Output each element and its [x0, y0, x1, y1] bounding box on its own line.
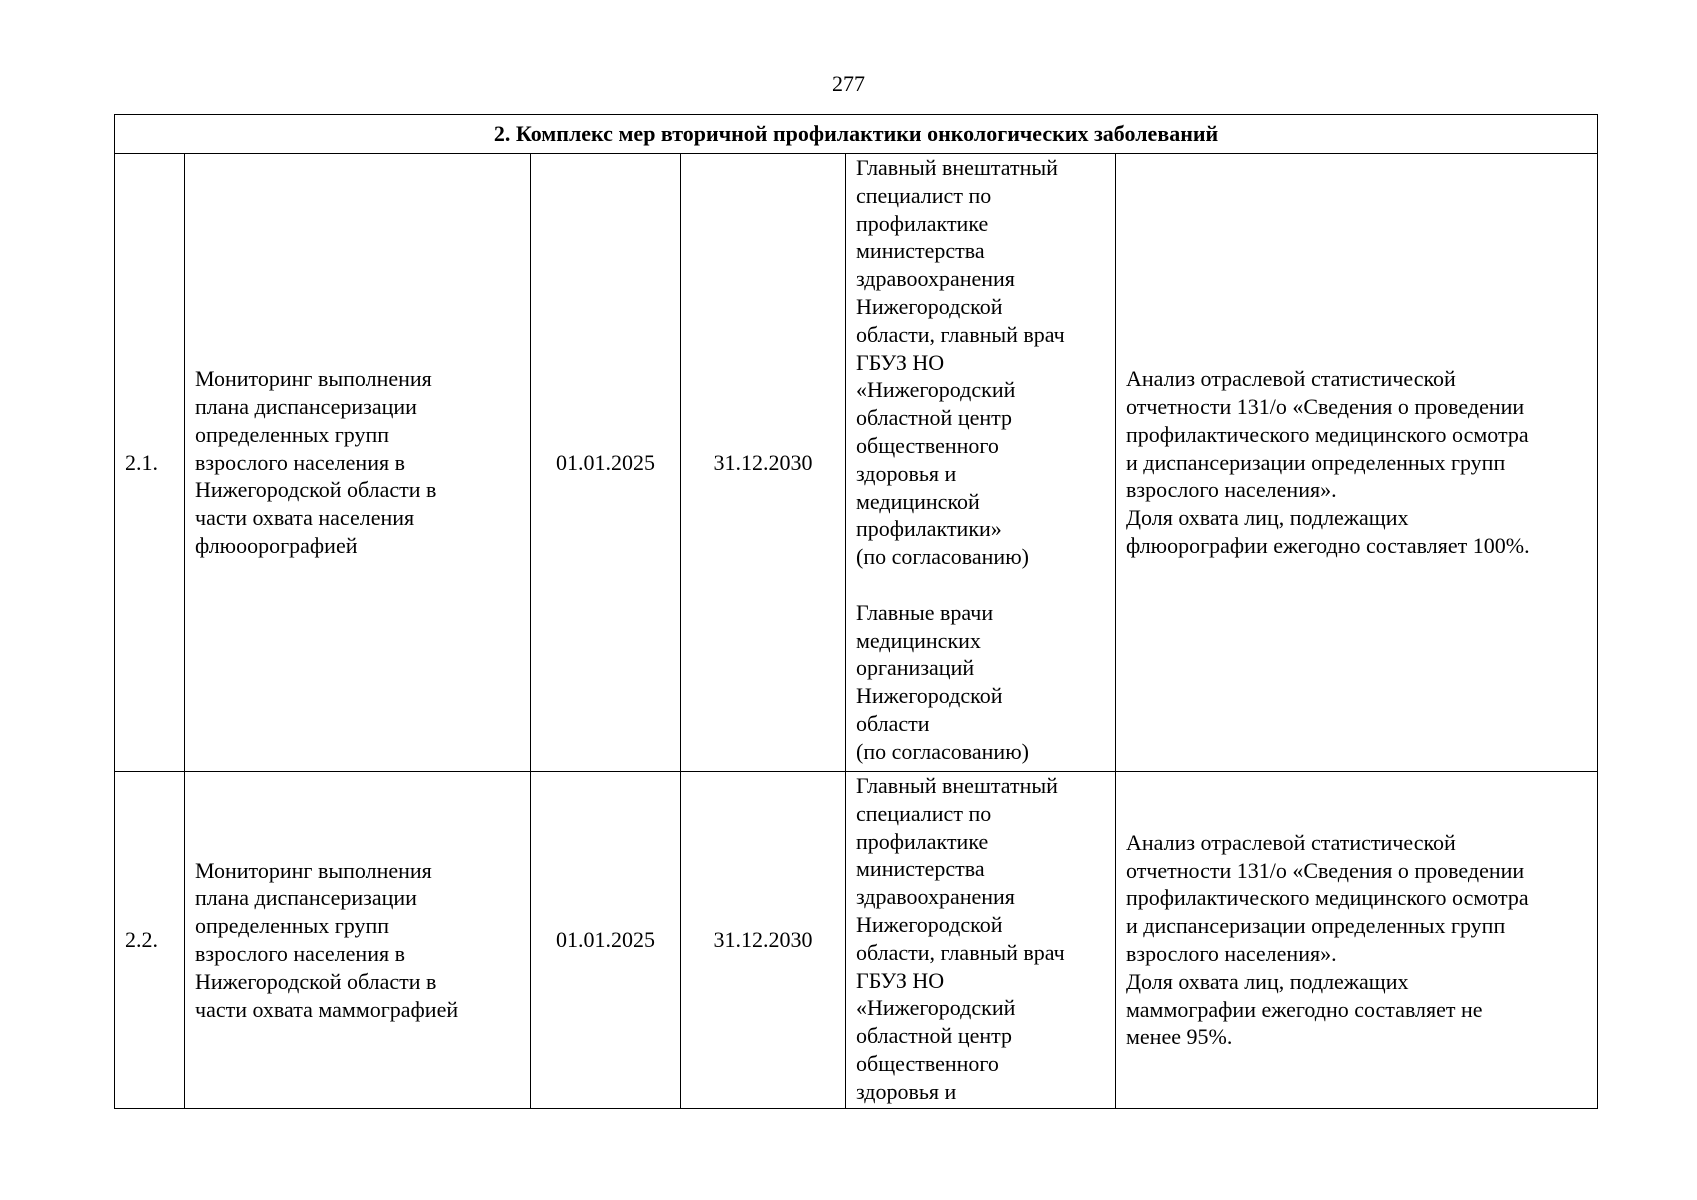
responsible-line: медицинских [856, 627, 981, 653]
result-line: профилактического медицинского осмотра [1126, 421, 1529, 447]
responsible-line: Главный внештатный [856, 155, 1058, 180]
responsible-line: (по согласованию) [856, 738, 1029, 764]
result-line: и диспансеризации определенных групп [1126, 913, 1506, 939]
measure-line: Нижегородской области в [195, 968, 437, 994]
row-number: 2.2. [115, 772, 185, 1109]
responsible-line: министерства [856, 238, 985, 264]
start-date: 01.01.2025 [531, 772, 681, 1109]
responsible-line: областной центр [856, 405, 1013, 431]
responsible-line: Главные врачи [856, 599, 994, 625]
result-line: Доля охвата лиц, подлежащих [1126, 968, 1409, 994]
end-date: 31.12.2030 [681, 772, 846, 1109]
responsible-line: «Нижегородский [856, 377, 1016, 403]
responsible-line: организаций [856, 655, 975, 681]
result-line: профилактического медицинского осмотра [1126, 885, 1529, 911]
table-row [115, 772, 1598, 1109]
responsible-line: общественного [856, 1050, 999, 1076]
responsible-line: профилактике [856, 828, 989, 854]
measure-line: Мониторинг выполнения [195, 366, 432, 392]
result-line: отчетности 131/о «Сведения о проведении [1126, 857, 1525, 883]
responsible-line: здравоохранения [856, 884, 1015, 910]
result-cell [1116, 154, 1598, 772]
result-line: Анализ отраслевой статистической [1126, 366, 1456, 392]
measure-line: плана диспансеризации [195, 885, 417, 911]
responsible-line: здравоохранения [856, 266, 1015, 292]
start-date: 01.01.2025 [531, 154, 681, 772]
measure-line: флюоорографией [195, 532, 358, 558]
responsible-line: министерства [856, 856, 985, 882]
responsible-line: ГБУЗ НО [856, 967, 945, 993]
responsible-line: общественного [856, 432, 999, 458]
row-number: 2.1. [115, 154, 185, 772]
responsible-line: Нижегородской [856, 683, 1003, 709]
responsible-line: ГБУЗ НО [856, 349, 945, 375]
responsible-line: здоровья и [856, 460, 957, 486]
measure-line: взрослого населения в [195, 941, 405, 966]
measure-line: определенных групп [195, 421, 390, 447]
responsible-cell [846, 772, 1116, 1109]
measure-line: Нижегородской области в [195, 477, 437, 503]
measure-line: плана диспансеризации [195, 394, 417, 419]
responsible-line: здоровья и [856, 1078, 957, 1104]
result-line: маммографии ежегодно составляет не [1126, 996, 1483, 1022]
responsible-line: области, главный врач [856, 321, 1065, 347]
measure-line: Мониторинг выполнения [195, 857, 432, 883]
result-cell [1116, 772, 1598, 1109]
paragraph-gap [856, 571, 1105, 599]
responsible-line: «Нижегородский [856, 995, 1016, 1021]
result-line: и диспансеризации определенных групп [1126, 449, 1506, 475]
responsible-line: Главный внештатный [856, 773, 1058, 798]
measure-line: взрослого населения в [195, 449, 405, 475]
result-line: менее 95%. [1126, 1024, 1233, 1050]
measure-line: определенных групп [195, 913, 390, 939]
table-row [115, 154, 1598, 772]
section-header-row [115, 115, 1598, 154]
result-line: отчетности 131/о «Сведения о проведении [1126, 394, 1525, 419]
responsible-line: областной центр [856, 1023, 1013, 1049]
responsible-line: области, главный врач [856, 939, 1065, 965]
responsible-cell [846, 154, 1116, 772]
result-line: Доля охвата лиц, подлежащих [1126, 505, 1409, 531]
end-date: 31.12.2030 [681, 154, 846, 772]
responsible-line: профилактики» [856, 516, 1002, 542]
measure-cell [185, 154, 531, 772]
responsible-line: специалист по [856, 182, 992, 208]
responsible-line: Нижегородской [856, 293, 1003, 319]
result-line: флюорографии ежегодно составляет 100%. [1126, 532, 1530, 558]
result-line: взрослого населения». [1126, 477, 1337, 503]
measure-line: части охвата маммографией [195, 996, 459, 1022]
result-line: взрослого населения». [1126, 941, 1337, 966]
measures-table [114, 114, 1598, 1109]
responsible-line: профилактике [856, 210, 989, 236]
section-title: 2. Комплекс мер вторичной профилактики онкологических заболеваний [115, 115, 1598, 154]
responsible-line: (по согласованию) [856, 544, 1029, 570]
responsible-line: области [856, 710, 930, 736]
responsible-line: медицинской [856, 488, 980, 514]
measure-line: части охвата населения [195, 505, 415, 531]
measure-cell [185, 772, 531, 1109]
responsible-line: Нижегородской [856, 911, 1003, 937]
result-line: Анализ отраслевой статистической [1126, 829, 1456, 855]
page-number: 277 [832, 71, 865, 96]
responsible-line: специалист по [856, 800, 992, 826]
